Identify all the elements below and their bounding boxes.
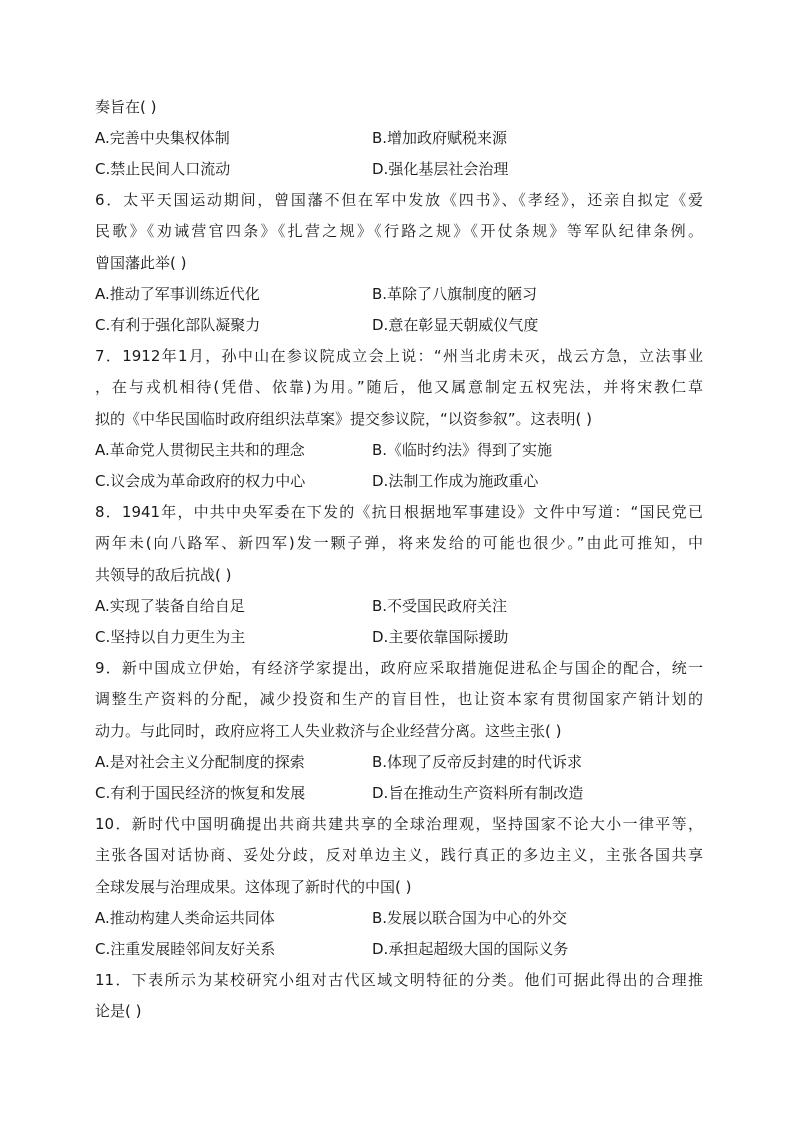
question-11-stem-line-1: 11．下表所示为某校研究小组对古代区域文明特征的分类。他们可据此得出的合理推: [95, 971, 703, 989]
question-9-stem-line-2: 调整生产资料的分配，减少投资和生产的盲目性，也让资本家有贯彻国家产销计划的: [95, 690, 703, 708]
question-9-stem-line-1: 9．新中国成立伊始，有经济学家提出，政府应采取措施促进私企与国企的配合，统一: [95, 659, 703, 677]
question-9-option-c: C.有利于国民经济的恢复和发展: [95, 784, 306, 802]
question-7-option-a: A.革命党人贯彻民主共和的理念: [95, 441, 305, 459]
question-9-option-b: B.体现了反帝反封建的时代诉求: [372, 753, 583, 771]
question-8-option-b: B.不受国民政府关注: [372, 597, 508, 615]
question-7-option-c: C.议会成为革命政府的权力中心: [95, 472, 306, 490]
question-8-stem-line-2: 两年未(向八路军、新四军)发一颗子弹，将来发给的可能也很少。”由此可推知，中: [95, 534, 703, 552]
question-7-stem-line-1: 7．1912年1月，孙中山在参议院成立会上说：“州当北虏未灭，战云方急，立法事业: [95, 347, 703, 365]
question-6-option-a: A.推动了军事训练近代化: [95, 285, 260, 303]
question-8-stem-line-3: 共领导的敌后抗战( ): [95, 566, 232, 584]
question-6-option-d: D.意在彰显天朝威仪气度: [372, 316, 539, 334]
question-8-stem-line-1: 8．1941年，中共中央军委在下发的《抗日根据地军事建设》文件中写道：“国民党已: [95, 503, 703, 521]
question-10-option-a: A.推动构建人类命运共同体: [95, 909, 275, 927]
question-5-option-c: C.禁止民间人口流动: [95, 160, 231, 178]
question-9-option-d: D.旨在推动生产资料所有制改造: [372, 784, 584, 802]
question-8-option-a: A.实现了装备自给自足: [95, 597, 245, 615]
question-10-option-b: B.发展以联合国为中心的外交: [372, 909, 568, 927]
question-7-option-d: D.法制工作成为施政重心: [372, 472, 539, 490]
question-7-stem-line-3: 拟的《中华民国临时政府组织法草案》提交参议院，“以资参叙”。这表明( ): [95, 410, 593, 428]
question-9-option-a: A.是对社会主义分配制度的探索: [95, 753, 305, 771]
question-8-option-d: D.主要依靠国际援助: [372, 628, 509, 646]
question-6-option-b: B.革除了八旗制度的陋习: [372, 285, 538, 303]
question-5-option-d: D.强化基层社会治理: [372, 160, 509, 178]
question-10-option-d: D.承担起超级大国的国际义务: [372, 940, 569, 958]
question-9-stem-line-3: 动力。与此同时，政府应将工人失业救济与企业经营分离。这些主张( ): [95, 722, 562, 740]
question-7-option-b: B.《临时约法》得到了实施: [372, 441, 553, 459]
question-10-stem-line-3: 全球发展与治理成果。这体现了新时代的中国( ): [95, 878, 412, 896]
question-10-stem-line-2: 主张各国对话协商、妥处分歧，反对单边主义，践行真正的多边主义，主张各国共享: [95, 846, 703, 864]
question-6-stem-line-3: 曾国藩此举( ): [95, 254, 187, 272]
question-5-option-b: B.增加政府赋税来源: [372, 129, 508, 147]
question-10-stem-line-1: 10．新时代中国明确提出共商共建共享的全球治理观，坚持国家不论大小一律平等，: [95, 815, 703, 833]
question-5-stem-tail: 奏旨在( ): [95, 98, 157, 116]
question-11-stem-line-2: 论是( ): [95, 1002, 142, 1020]
question-8-option-c: C.坚持以自力更生为主: [95, 628, 246, 646]
question-6-stem-line-1: 6．太平天国运动期间，曾国藩不但在军中发放《四书》、《孝经》，还亲自拟定《爱: [95, 191, 703, 209]
question-5-option-a: A.完善中央集权体制: [95, 129, 230, 147]
question-6-stem-line-2: 民歌》《劝诫营官四条》《扎营之规》《行路之规》《开仗条规》等军队纪律条例。: [95, 222, 703, 240]
question-7-stem-line-2: ，在与戎机相待(凭借、依靠)为用。”随后，他又属意制定五权宪法，并将宋教仁草: [95, 378, 703, 396]
question-10-option-c: C.注重发展睦邻间友好关系: [95, 940, 276, 958]
question-6-option-c: C.有利于强化部队凝聚力: [95, 316, 261, 334]
